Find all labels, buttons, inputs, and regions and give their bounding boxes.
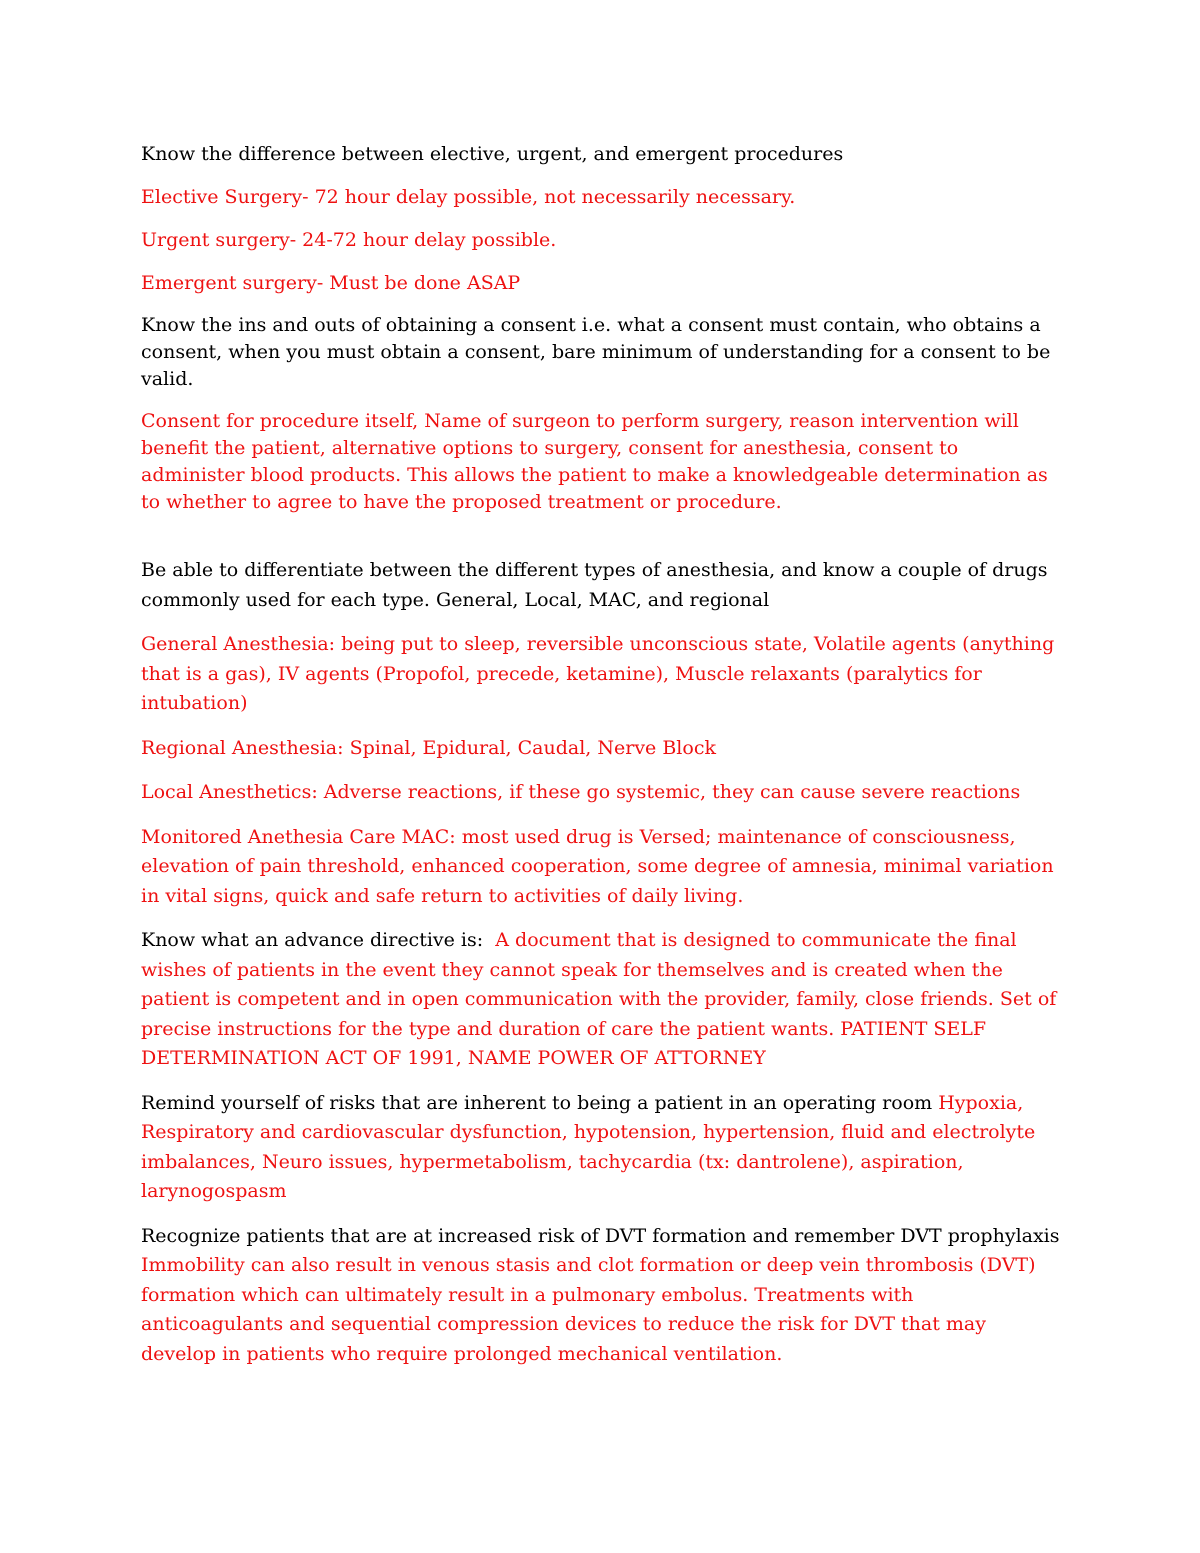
answer-general-anesthesia: General Anesthesia: being put to sleep, reversible unconscious state, Volatile agents (anything that is a gas), IV agents (Propofol, precede, ketamine), Muscle relaxants (paralytics for intubation) [141,633,1055,714]
or-risks-paragraph [141,1089,1061,1207]
answer-urgent-surgery: Urgent surgery- 24-72 hour delay possible. [141,229,557,251]
question-procedure-types: Know the difference between elective, urgent, and emergent procedures [141,143,844,165]
dvt-paragraph [141,1222,1061,1370]
answer-consent: Consent for procedure itself, Name of surgeon to perform surgery, reason intervention will benefit the patient, alternative options to surgery, consent for anesthesia, consent to administer blood products. This allows the patient to make a knowledgeable determination as to whether to agree to have the proposed treatment or procedure. [141,410,1048,513]
document-body [141,140,1061,1384]
answer-elective-surgery: Elective Surgery- 72 hour delay possible, not necessarily necessary. [141,186,796,208]
answer-or-risks: Hypoxia, Respiratory and cardiovascular dysfunction, hypotension, hypertension, fluid and electrolyte imbalances, Neuro issues, hypermetabolism, tachycardia (tx: dantrolene), aspiration, larynogospasm [141,1091,1036,1202]
answer-local-anesthetics: Local Anesthetics: Adverse reactions, if these go systemic, they can cause severe reactions [141,781,1021,803]
answer-dvt: Immobility can also result in venous stasis and clot formation or deep vein thrombosis (DVT) formation which can ultimately result in a pulmonary embolus. Treatments with anticoagulants and sequential compression devices to reduce the risk for DVT that may develop in patients who require prolonged mechanical ventilation. [141,1254,1036,1365]
answer-mac: Monitored Anethesia Care MAC: most used drug is Versed; maintenance of consciousness, elevation of pain threshold, enhanced cooperation, some degree of amnesia, minimal variation in vital signs, quick and safe return to activities of daily living. [141,825,1054,907]
question-or-risks: Remind yourself of risks that are inherent to being a patient in an operating room [141,1091,933,1114]
question-dvt: Recognize patients that are at increased risk of DVT formation and remember DVT prophylaxis [141,1224,1060,1247]
answer-emergent-surgery: Emergent surgery- Must be done ASAP [141,272,521,294]
answer-advance-directive: A document that is designed to communicate the final wishes of patients in the event they cannot speak for themselves and is created when the patient is competent and in open communication with the provider, family, close friends. Set of precise instructions for the type and duration of care the patient wants. PATIENT SELF DETERMINATION ACT OF 1991, NAME POWER OF ATTORNEY [141,929,1057,1069]
question-anesthesia-types: Be able to differentiate between the different types of anesthesia, and know a couple of drugs commonly used for each type. General, Local, MAC, and regional [141,559,1048,611]
advance-directive-paragraph [141,926,1061,1074]
question-advance-directive: Know what an advance directive is: [141,929,484,951]
answer-regional-anesthesia: Regional Anesthesia: Spinal, Epidural, Caudal, Nerve Block [141,736,716,759]
question-consent: Know the ins and outs of obtaining a consent i.e. what a consent must contain, who obtains a consent, when you must obtain a consent, bare minimum of understanding for a consent to be valid. [141,314,1051,390]
